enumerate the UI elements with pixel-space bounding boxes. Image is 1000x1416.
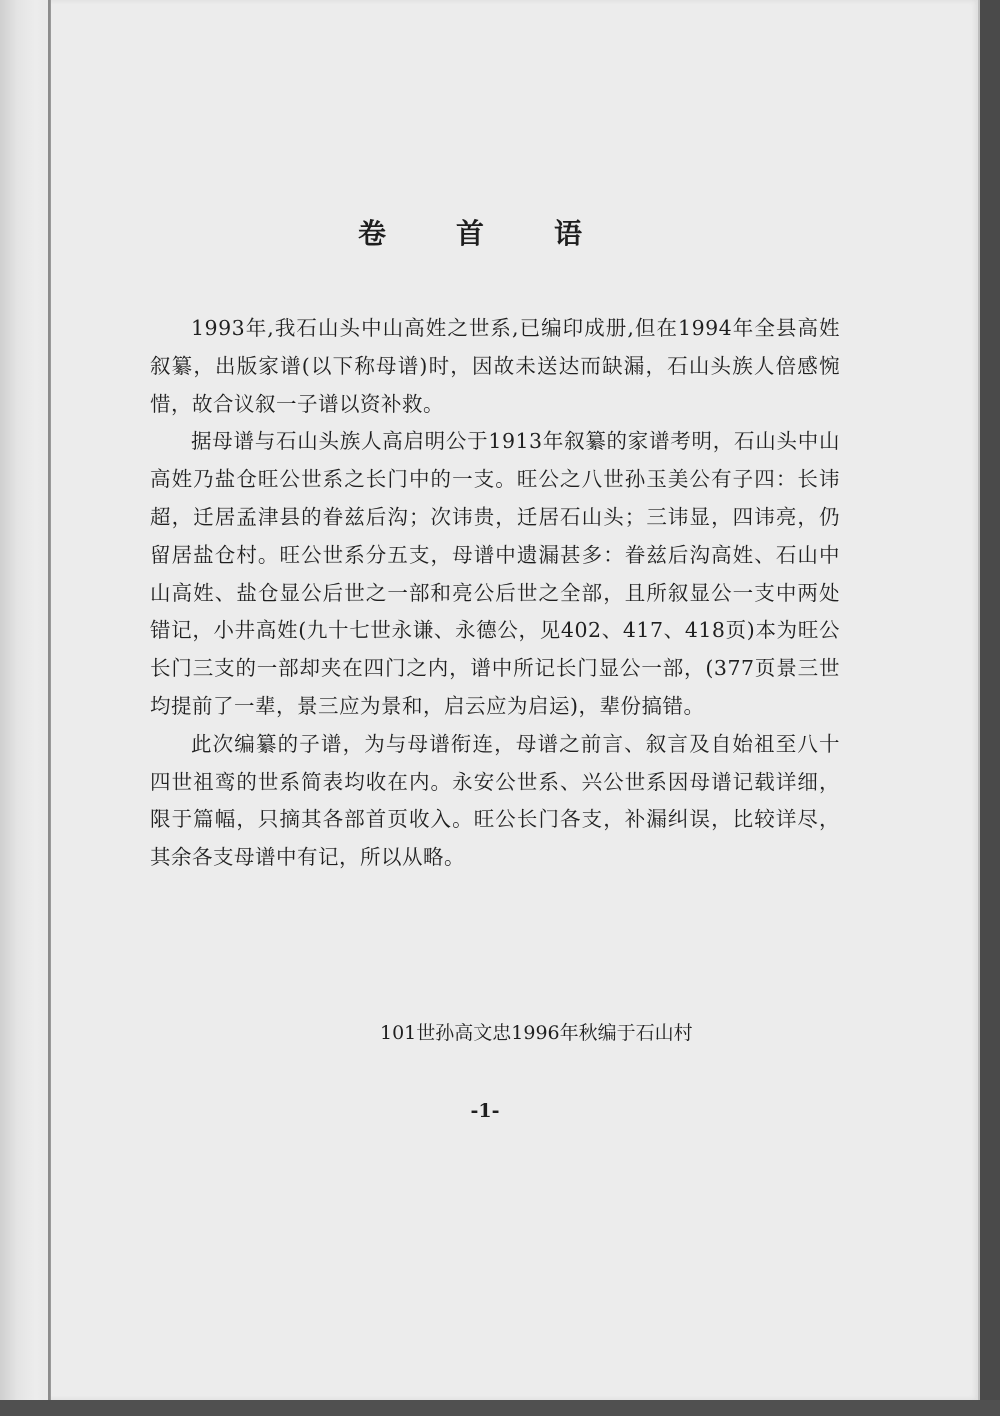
- title-char: 卷: [357, 217, 386, 250]
- binding-gutter: [0, 0, 51, 1400]
- page-number: -1-: [470, 1100, 500, 1122]
- title-char: 首: [455, 217, 484, 250]
- paragraph-3: 此次编纂的子谱，为与母谱衔连，母谱之前言、叙言及自始祖至八十四世祖鸾的世系简表均收在内。永安公世系、兴公世系因母谱记载详细，限于篇幅，只摘其各部首页收入。旺公长门各支，补漏纠误，比较详尽，其余各支母谱中有记，所以从略。: [150, 731, 840, 870]
- scan-background-bottom: [0, 1400, 1000, 1416]
- title-char: 语: [553, 217, 582, 250]
- body-text: [150, 310, 840, 877]
- scan-background-edge: [980, 0, 1000, 1416]
- page-fold-line: [48, 0, 50, 1400]
- signature-line: 101世孙高文忠1996年秋编于石山村: [380, 1022, 693, 1044]
- page-title: [350, 212, 590, 256]
- paragraph-1: 1993年,我石山头中山高姓之世系,已编印成册,但在1994年全县高姓叙纂，出版家谱(以下称母谱)时，因故未送达而缺漏，石山头族人倍感惋惜，故合议叙一子谱以资补救。: [150, 316, 840, 416]
- paragraph-2: 据母谱与石山头族人高启明公于1913年叙纂的家谱考明，石山头中山高姓乃盐仓旺公世系之长门中的一支。旺公之八世孙玉美公有子四：长讳超，迁居孟津县的眷兹后沟；次讳贵，迁居石山头；三讳显，四讳亮，仍留居盐仓村。旺公世系分五支，母谱中遗漏甚多：眷兹后沟高姓、石山中山高姓、盐仓显公后世之一部和亮公后世之全部，且所叙显公一支中两处错记，小井高姓(九十七世永谦、永德公，见402、417、418页)本为旺公长门三支的一部却夹在四门之内，谱中所记长门显公一部，(377页景三世均提前了一辈，景三应为景和，启云应为启运)，辈份搞错。: [150, 429, 840, 718]
